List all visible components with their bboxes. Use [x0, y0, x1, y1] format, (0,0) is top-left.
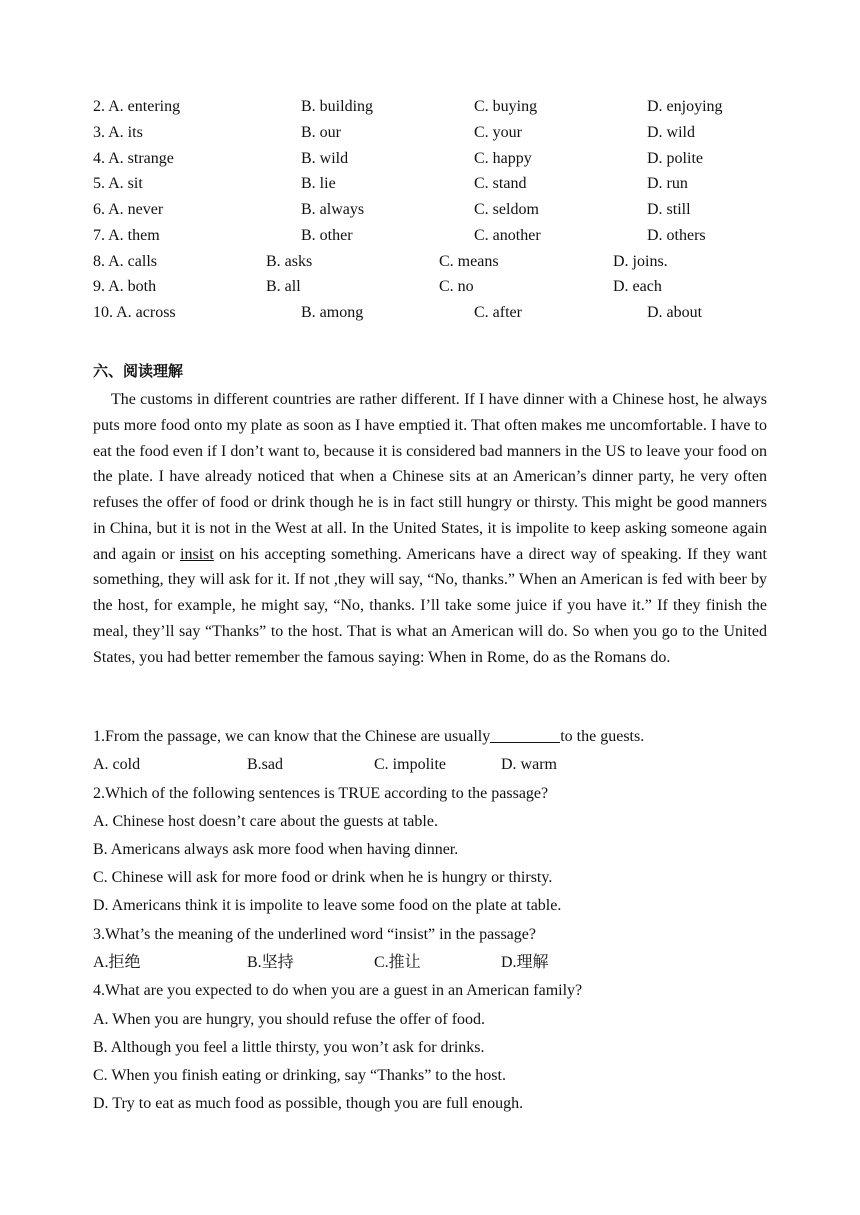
option-d: D.理解 — [501, 954, 549, 971]
question-stem-text: to the guests. — [560, 728, 645, 745]
cloze-row-8 — [93, 249, 773, 275]
question-2-option-a: A. Chinese host doesn’t care about the guests at table. — [93, 813, 438, 830]
option-c: C. seldom — [474, 201, 539, 218]
option-a: 6. A. never — [93, 201, 164, 218]
section-heading: 六、阅读理解 — [93, 362, 184, 380]
cloze-row-9 — [93, 274, 773, 300]
option-d: D. run — [647, 175, 688, 192]
cloze-row-4 — [93, 146, 773, 172]
option-b: B. all — [266, 278, 301, 295]
option-c: C. buying — [474, 98, 538, 115]
option-a: 3. A. its — [93, 124, 143, 141]
option-b: B. wild — [301, 150, 349, 167]
option-b: B. lie — [301, 175, 336, 192]
passage-text-end: on his accepting something. Americans have a direct way of speaking. If they want something, they will ask for it. If not ,they will say, “No, thanks.” When an American is fed with beer by the host, for example, he might say, “No, thanks. I’ll take some juice if you have it.” If they finish the meal, they’ll say “Thanks” to the host. That is what an American will do. So when you go to the United States, you had better remember the famous saying: When in Rome, do as the Romans do. — [93, 545, 768, 666]
option-c: C. happy — [474, 150, 532, 167]
cloze-row-3 — [93, 120, 773, 146]
option-d: D. about — [647, 304, 703, 321]
option-b: B. building — [301, 98, 374, 115]
question-4-option-a: A. When you are hungry, you should refuse the offer of food. — [93, 1011, 486, 1028]
option-b: B.sad — [247, 756, 283, 773]
cloze-row-10 — [93, 300, 773, 326]
option-b: B. our — [301, 124, 341, 141]
option-d: D. others — [647, 227, 706, 244]
option-d: D. each — [613, 278, 662, 295]
option-c: C.推让 — [374, 954, 421, 971]
option-d: D. warm — [501, 756, 557, 773]
cloze-row-6 — [93, 197, 773, 223]
option-b: B. among — [301, 304, 364, 321]
question-4-option-b: B. Although you feel a little thirsty, you won’t ask for drinks. — [93, 1039, 485, 1056]
question-2-stem: 2.Which of the following sentences is TRUE according to the passage? — [93, 785, 549, 802]
question-4-option-d: D. Try to eat as much food as possible, though you are full enough. — [93, 1095, 524, 1112]
option-b: B. other — [301, 227, 353, 244]
option-c: C. another — [474, 227, 541, 244]
option-a: 9. A. both — [93, 278, 157, 295]
question-2-option-b: B. Americans always ask more food when having dinner. — [93, 841, 459, 858]
option-a: 2. A. entering — [93, 98, 181, 115]
option-b: B. always — [301, 201, 365, 218]
option-c: C. impolite — [374, 756, 446, 773]
answer-blank — [490, 728, 560, 743]
option-c: C. no — [439, 278, 474, 295]
option-b: B.坚持 — [247, 954, 294, 971]
question-4-stem: 4.What are you expected to do when you are a guest in an American family? — [93, 982, 583, 999]
option-a: A.拒绝 — [93, 954, 141, 971]
cloze-row-5 — [93, 171, 773, 197]
option-b: B. asks — [266, 253, 313, 270]
cloze-row-7 — [93, 223, 773, 249]
option-c: C. after — [474, 304, 522, 321]
question-2-option-d: D. Americans think it is impolite to leave some food on the plate at table. — [93, 897, 562, 914]
reading-passage — [93, 387, 767, 670]
option-d: D. enjoying — [647, 98, 723, 115]
option-a: 4. A. strange — [93, 150, 174, 167]
option-d: D. still — [647, 201, 691, 218]
option-a: 5. A. sit — [93, 175, 143, 192]
option-c: C. stand — [474, 175, 527, 192]
question-stem-text: 1.From the passage, we can know that the Chinese are usually — [93, 728, 491, 745]
passage-text-start: The customs in different countries are rather different. If I have dinner with a Chinese host, he always puts more food onto my plate as soon as I have emptied it. That often makes me uncomfortable. I have to eat the food even if I don’t want to, because it is considered bad manners in the US to leave your food on the plate. I have already noticed that when a Chinese sits at an American’s dinner party, he very often refuses the offer of food or drink though he is in fact still hungry or thirsty. This might be good manners in China, but it is not in the West at all. In the United States, it is impolite to keep asking someone again and again or — [93, 391, 767, 563]
option-c: C. your — [474, 124, 522, 141]
question-4-option-c: C. When you finish eating or drinking, say “Thanks” to the host. — [93, 1067, 506, 1084]
option-c: C. means — [439, 253, 499, 270]
option-a: 10. A. across — [93, 304, 176, 321]
option-d: D. wild — [647, 124, 695, 141]
question-2-option-c: C. Chinese will ask for more food or drink when he is hungry or thirsty. — [93, 869, 553, 886]
option-a: 8. A. calls — [93, 253, 157, 270]
underlined-word: insist — [180, 545, 214, 563]
cloze-row-2 — [93, 94, 773, 120]
question-3-stem: 3.What’s the meaning of the underlined word “insist” in the passage? — [93, 926, 536, 943]
option-d: D. joins. — [613, 253, 668, 270]
option-a: 7. A. them — [93, 227, 160, 244]
question-1-stem — [93, 723, 783, 751]
option-d: D. polite — [647, 150, 703, 167]
option-a: A. cold — [93, 756, 141, 773]
